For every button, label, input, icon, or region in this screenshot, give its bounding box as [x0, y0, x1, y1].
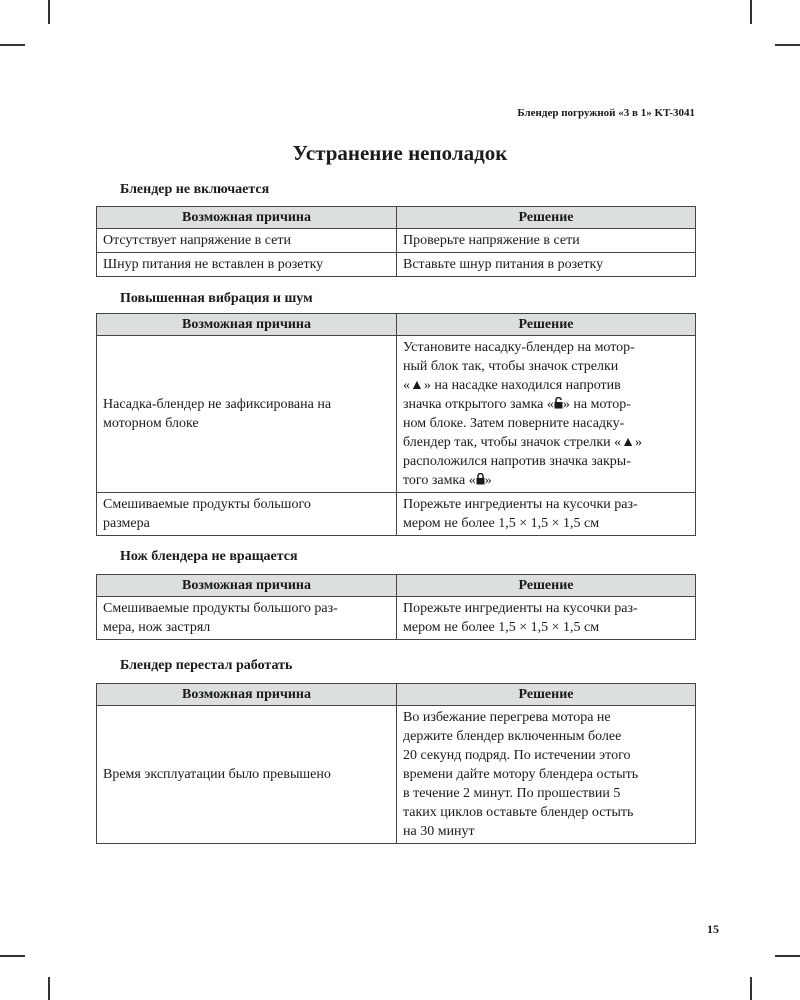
- solution-line: 20 секунд подряд. По истечении этого: [403, 748, 631, 763]
- solution-line: на 30 минут: [403, 824, 475, 839]
- crop-mark-tl-v: [48, 0, 50, 24]
- column-header-cause: Возможная причина: [97, 207, 397, 229]
- table-header-row: [97, 575, 696, 597]
- closed-lock-icon: [476, 473, 485, 485]
- column-header-solution: Решение: [397, 314, 696, 336]
- solution-cell: Проверьте напряжение в сети: [397, 229, 696, 253]
- cause-cell: [97, 597, 397, 640]
- column-header-solution: Решение: [397, 207, 696, 229]
- solution-line: значка открытого замка « » на мотор-: [403, 397, 631, 412]
- cause-cell: Отсутствует напряжение в сети: [97, 229, 397, 253]
- crop-mark-bl-v: [48, 977, 50, 1000]
- solution-line: Во избежание перегрева мотора не: [403, 710, 611, 725]
- cause-cell: Шнур питания не вставлен в розетку: [97, 253, 397, 277]
- cause-line: размера: [103, 516, 150, 531]
- section-heading: Повышенная вибрация и шум: [120, 291, 313, 306]
- solution-line: «▲» на насадке находился напротив: [403, 378, 621, 393]
- table-row: [97, 597, 696, 640]
- cause-line: Смешиваемые продукты большого: [103, 497, 311, 512]
- open-lock-icon: [554, 397, 563, 409]
- crop-mark-tr-h: [775, 44, 800, 46]
- table-header-row: [97, 314, 696, 336]
- table-row: [97, 229, 696, 253]
- solution-line: блендер так, чтобы значок стрелки «▲»: [403, 435, 642, 450]
- column-header-cause: Возможная причина: [97, 314, 397, 336]
- cause-cell: Насадка-блендер не зафиксирована на моторном блоке: [97, 336, 397, 493]
- page-number: 15: [707, 922, 719, 936]
- solution-line: времени дайте мотору блендера остыть: [403, 767, 639, 782]
- solution-line: мером не более 1,5 × 1,5 × 1,5 см: [403, 620, 600, 635]
- troubleshooting-table: [96, 574, 696, 640]
- solution-line: ный блок так, чтобы значок стрелки: [403, 359, 619, 374]
- solution-line: таких циклов оставьте блендер остыть: [403, 805, 634, 820]
- table-row: [97, 493, 696, 536]
- solution-line: в течение 2 минут. По прошествии 5: [403, 786, 621, 801]
- troubleshooting-table: [96, 206, 696, 277]
- solution-line: того замка « »: [403, 473, 492, 488]
- solution-cell: [397, 706, 696, 844]
- solution-line: Порежьте ингредиенты на кусочки раз-: [403, 601, 638, 616]
- column-header-cause: Возможная причина: [97, 575, 397, 597]
- table-header-row: [97, 207, 696, 229]
- solution-cell: Вставьте шнур питания в розетку: [397, 253, 696, 277]
- solution-line: держите блендер включенным более: [403, 729, 622, 744]
- arrow-up-icon: ▲: [410, 378, 424, 393]
- crop-mark-tr-v: [750, 0, 752, 24]
- crop-mark-br-h: [775, 955, 800, 957]
- running-header: Блендер погружной «3 в 1» KT-3041: [517, 107, 695, 119]
- column-header-cause: Возможная причина: [97, 684, 397, 706]
- section-heading: Блендер не включается: [120, 182, 270, 197]
- page-title: Устранение неполадок: [292, 141, 508, 165]
- solution-cell: [397, 493, 696, 536]
- cause-cell: [97, 493, 397, 536]
- crop-mark-bl-h: [0, 955, 25, 957]
- column-header-solution: Решение: [397, 684, 696, 706]
- solution-line: ном блоке. Затем поверните насадку-: [403, 416, 625, 431]
- troubleshooting-table: [96, 683, 696, 844]
- section-heading: Нож блендера не вращается: [120, 549, 298, 564]
- cause-cell: Время эксплуатации было превышено: [97, 706, 397, 844]
- table-header-row: [97, 684, 696, 706]
- solution-cell: [397, 336, 696, 493]
- solution-line: мером не более 1,5 × 1,5 × 1,5 см: [403, 516, 600, 531]
- crop-mark-br-v: [750, 977, 752, 1000]
- section-heading: Блендер перестал работать: [120, 658, 293, 673]
- cause-line: мера, нож застрял: [103, 620, 211, 635]
- table-row: [97, 336, 696, 493]
- crop-mark-tl-h: [0, 44, 25, 46]
- solution-line: Порежьте ингредиенты на кусочки раз-: [403, 497, 638, 512]
- arrow-up-icon: ▲: [621, 435, 635, 450]
- table-row: [97, 706, 696, 844]
- solution-line: Установите насадку-блендер на мотор-: [403, 340, 635, 355]
- column-header-solution: Решение: [397, 575, 696, 597]
- cause-line: Смешиваемые продукты большого раз-: [103, 601, 338, 616]
- solution-cell: [397, 597, 696, 640]
- table-row: [97, 253, 696, 277]
- troubleshooting-table: [96, 313, 696, 536]
- solution-line: расположился напротив значка закры-: [403, 454, 631, 469]
